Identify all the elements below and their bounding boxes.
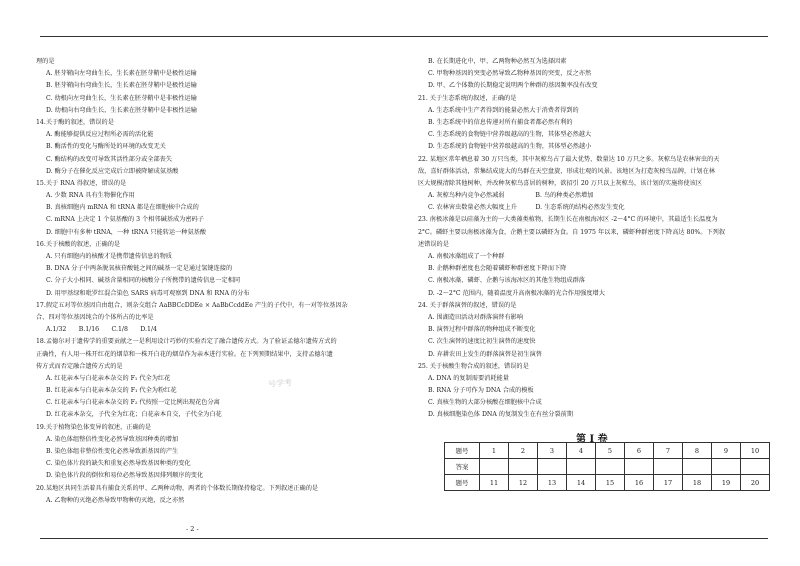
text-line: A.1/32 B.1/16 C.1/8 D.1/4 bbox=[46, 326, 157, 334]
answer-table bbox=[444, 442, 770, 491]
text-line: B. 企鹅种群密度也会随着磷虾种群密度下降而下降 bbox=[428, 265, 567, 273]
text-line: C. 次生演替的速度比初生演替的速度快 bbox=[428, 338, 536, 346]
answer-cell[interactable] bbox=[712, 459, 741, 475]
number-cell: 12 bbox=[509, 475, 538, 491]
answer-table-row bbox=[445, 443, 770, 459]
text-line: D. 酶分子在催化反应完成后立即被降解成氨基酸 bbox=[46, 167, 179, 175]
right-column bbox=[418, 56, 780, 422]
text-line: A. 染色体组整倍性变化必然导致基因种类的增加 bbox=[46, 435, 179, 443]
text-line: D. 弃耕农田上发生的群落演替是初生演替 bbox=[428, 350, 542, 358]
row-header-cell: 题号 bbox=[445, 443, 480, 459]
question-stem: 25. 关于核酸生物合成的叙述，错误的是 bbox=[418, 362, 529, 370]
faint-stamp: 号学考 bbox=[267, 378, 293, 389]
number-cell: 11 bbox=[480, 475, 509, 491]
question-stem: 24. 关于群落演替的叙述，错误的是 bbox=[418, 301, 517, 309]
text-line: C. 真核生物的大部分核酸在细胞核中合成 bbox=[428, 399, 542, 407]
text-line: C. 染色体片段的缺失和重复必然导致基因种类的变化 bbox=[46, 460, 191, 468]
text-line: A. DNA 的复制需要消耗能量 bbox=[428, 374, 509, 382]
section-title: 第 I 卷 bbox=[576, 434, 608, 445]
number-cell: 14 bbox=[567, 475, 596, 491]
text-line: D. 甲、乙个体数的长期稳定说明两个种群的基因频率没有改变 bbox=[428, 82, 598, 90]
text-line: C. 红花亲本与白花亲本杂交的 F₂ 代按照一定比例出现花色分离 bbox=[46, 399, 220, 407]
text-line: A. 灰椋鸟种内竞争必然减弱 B. 鸟的种类必然增加 bbox=[428, 192, 594, 200]
text-line: C. 南极冰藻、磷虾、企鹅与该海冰区的其他生物组成群落 bbox=[428, 277, 585, 285]
number-cell: 1 bbox=[480, 443, 509, 459]
answer-cell[interactable] bbox=[538, 459, 567, 475]
answer-cell[interactable] bbox=[480, 459, 509, 475]
text-line: A. 南极冰藻组成了一个种群 bbox=[428, 253, 505, 260]
text-line: 述错误的是 bbox=[418, 240, 449, 248]
text-line: B. 在长期进化中，甲、乙两物种必然互为选择因素 bbox=[428, 58, 567, 65]
text-line: D. 染色体片段的倒位和易位必然导致基因排列顺序的变化 bbox=[46, 472, 204, 480]
question-stem: 14.关于酶的叙述，错误的是 bbox=[36, 118, 114, 126]
left-column bbox=[36, 56, 406, 507]
number-cell: 20 bbox=[741, 475, 770, 491]
text-line: C. mRNA 上决定 1 个氨基酸的 3 个相邻碱基成为密码子 bbox=[46, 216, 204, 224]
text-line: B. RNA 分子可作为 DNA 合成的模板 bbox=[428, 387, 534, 395]
question-stem: 15.关于 RNA 得叙述，错误的是 bbox=[36, 179, 127, 187]
question-stem: 16.关于核酸的叙述，正确的是 bbox=[36, 240, 121, 248]
question-stem: 23. 南极冰藻是以硅藻为主的一大类藻类植物，长期生长在南极海冰区 -2～4°C 的环境中，其最适生长温度为 bbox=[418, 216, 718, 224]
row-header-cell: 题号 bbox=[445, 475, 480, 491]
answer-cell[interactable] bbox=[741, 459, 770, 475]
page-number: - 2 - bbox=[186, 525, 199, 533]
number-cell: 15 bbox=[596, 475, 625, 491]
number-cell: 10 bbox=[741, 443, 770, 459]
text-line: B. DNA 分子中两条脱氧核苷酸链之间的碱基一定是通过氢键连接的 bbox=[46, 265, 233, 273]
text-line: D. 生态系统的食物链中营养级越高的生物，其体型必然越小 bbox=[428, 143, 592, 151]
text-line: D. 用甲基绿和吡罗红混合染色 SARS 病毒可观察到 DNA 和 RNA 的分布 bbox=[46, 289, 250, 297]
text-line: D. 细胞中有多种 tRNA，一种 tRNA 只能转运一种氨基酸 bbox=[46, 228, 207, 236]
text-line: C. 分子大小相同、碱基含量相同的核酸分子所携带的遗传信息一定相同 bbox=[46, 277, 241, 285]
number-cell: 7 bbox=[654, 443, 683, 459]
answer-cell[interactable] bbox=[567, 459, 596, 475]
question-stem: 21. 关于生态系统的叙述，正确的是 bbox=[418, 94, 517, 102]
answer-cell[interactable] bbox=[654, 459, 683, 475]
question-stem: 22. 某地区常年栖息着 30 万只鸟类，其中灰椋鸟占了最大优势，数量达 10 万只之多。灰椋鸟是农林害虫的天 bbox=[418, 155, 720, 163]
answer-cell[interactable] bbox=[509, 459, 538, 475]
number-cell: 9 bbox=[712, 443, 741, 459]
text-line: 区大规模清除其他树种，并改种灰椋鸟喜居的树种，欲招引 20 万只以上灰椋鸟，该计划的实施将使该区 bbox=[418, 179, 703, 187]
text-line: B. 染色体组非整倍性变化必然导致新基因的产生 bbox=[46, 448, 179, 455]
number-cell: 6 bbox=[625, 443, 654, 459]
number-cell: 3 bbox=[538, 443, 567, 459]
text-line: B. 真核细胞内 mRNA 和 tRNA 都是在细胞核中合成的 bbox=[46, 204, 199, 212]
question-stem: 19.关于植物染色体变异的叙述，正确的是 bbox=[36, 423, 152, 431]
text-line: C. 幼根向左弯曲生长，生长素在胚芽鞘中是非极性运输 bbox=[46, 94, 197, 102]
answer-cell[interactable] bbox=[596, 459, 625, 475]
number-cell: 8 bbox=[683, 443, 712, 459]
top-rule bbox=[40, 36, 768, 37]
row-header-cell: 答案 bbox=[445, 459, 480, 475]
text-line: B. 酶活性的变化与酶所处的环境的改变无关 bbox=[46, 143, 166, 151]
question-stem: 17.假定五对等位基因自由组合，则杂交组合 AaBBCcDDEe × AaBbCcddEe 产生的子代中，有一对等位基因杂 bbox=[36, 301, 348, 309]
bottom-rule bbox=[40, 538, 768, 539]
text-line: 传方式而否定融合遗传方式的是 bbox=[36, 362, 123, 370]
text-line: B. 胚芽鞘向右弯曲生长，生长素在胚芽鞘中是极性运输 bbox=[46, 82, 197, 90]
number-cell: 19 bbox=[712, 475, 741, 491]
text-line: A. 红花亲本与白花亲本杂交的 F₁ 代全为红花 bbox=[46, 374, 171, 382]
text-line: A. 只有细胞内的核酸才是携带遗传信息的物质 bbox=[46, 253, 172, 260]
text-line: A. 胚芽鞘向左弯曲生长，生长素在胚芽鞘中是极性运输 bbox=[46, 70, 197, 78]
number-cell: 16 bbox=[625, 475, 654, 491]
text-line: C. 甲物种基因的突变必然导致乙物种基因的突变，反之亦然 bbox=[428, 70, 592, 78]
text-line: D. -2～2°C 范围内，随着温度升高南极冰藻的光合作用强度增大 bbox=[428, 289, 605, 297]
text-line: D. 红花亲本杂交，子代全为红花；白花亲本自交，子代全为白花 bbox=[46, 411, 222, 419]
text-line: B. 红花亲本与白花亲本杂交的 F₁ 代全为粉红花 bbox=[46, 387, 177, 395]
text-line: C. 生态系统的食物链中营养级越高的生物，其体型必然越大 bbox=[428, 131, 592, 139]
number-cell: 13 bbox=[538, 475, 567, 491]
answer-table-row bbox=[445, 475, 770, 491]
text-line: A. 乙物种的灭绝必然导致甲物种的灭绝，反之亦然 bbox=[46, 496, 185, 504]
question-stem: 20.某地区共同生活着具有捕食关系的甲、乙两种动物，两者的个体数长期保持稳定。下列叙述正确的是 bbox=[36, 484, 319, 492]
answer-cell[interactable] bbox=[625, 459, 654, 475]
text-line: 理的是 bbox=[36, 58, 55, 65]
text-line: A. 围湖造田活动对群落演替有影响 bbox=[428, 313, 524, 321]
text-line: B. 演替过程中群落的物种组成不断变化 bbox=[428, 326, 536, 334]
text-line: C. 农林害虫数量必然大幅度上升 D. 生态系统的结构必然发生变化 bbox=[428, 204, 625, 212]
number-cell: 4 bbox=[567, 443, 596, 459]
number-cell: 17 bbox=[654, 475, 683, 491]
text-line: 2°C。磷虾主要以南极冰藻为食，企鹅主要以磷虾为食。自 1975 年以来，磷虾种群密度下降高达 80%。下列叙 bbox=[418, 228, 726, 236]
text-line: D. 真核细胞染色体 DNA 的复制发生在有丝分裂前期 bbox=[428, 411, 574, 419]
text-line: A. 生态系统中生产者得到的能量必然大于消费者得到的 bbox=[428, 106, 579, 114]
text-line: 正确性，有人用一株开红花的烟草和一株开白花的烟草作为亲本进行实验。在下列预期结果中，支持孟德尔遗 bbox=[36, 350, 333, 358]
text-line: A. 少数 RNA 具有生物催化作用 bbox=[46, 192, 135, 200]
answer-table-row bbox=[445, 459, 770, 475]
text-line: B. 生态系统中的信息传递对所有捕食者都必然有利的 bbox=[428, 118, 573, 126]
text-line: A. 酶能够提供反应过程所必需的活化能 bbox=[46, 131, 154, 139]
question-stem: 18.孟德尔对于遗传学的重要贡献之一是利用设计巧妙的实验否定了融合遗传方式。为了验证孟德尔遗传方式的 bbox=[36, 338, 337, 346]
text-line: C. 酶结构的改变可导致其活性部分或全部丧失 bbox=[46, 155, 173, 163]
number-cell: 2 bbox=[509, 443, 538, 459]
number-cell: 18 bbox=[683, 475, 712, 491]
text-line: 敌，喜好群体活动，常集结成庞大的鸟群在天空盘旋，形成壮观的风景。该地区为打造灰椋鸟品牌，计划在林 bbox=[418, 167, 715, 175]
text-line: D. 幼根向右弯曲生长，生长素在胚芽鞘中是非极性运输 bbox=[46, 106, 197, 114]
number-cell: 5 bbox=[596, 443, 625, 459]
text-line: 合、四对等位基因纯合的个体所占的比率是 bbox=[36, 313, 154, 321]
answer-cell[interactable] bbox=[683, 459, 712, 475]
